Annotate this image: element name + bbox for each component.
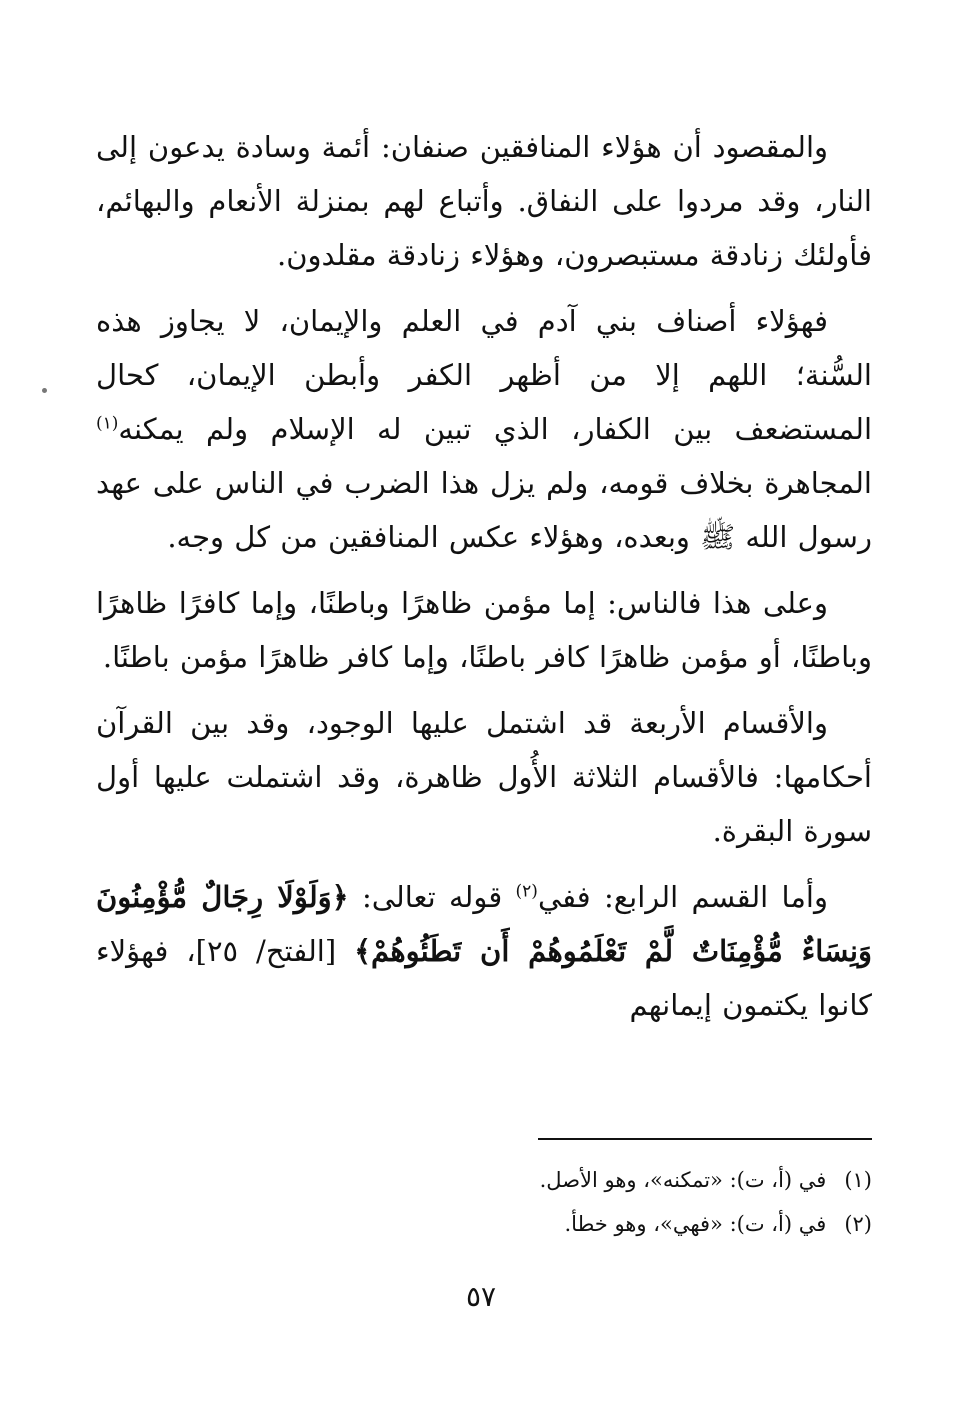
footnote-text: في (أ، ت): «فهي»، وهو خطأ. — [564, 1212, 827, 1236]
paragraph-5-start: وأما القسم الرابع: ففي — [537, 880, 828, 914]
footnote-text: في (أ، ت): «تمكنه»، وهو الأصل. — [539, 1168, 827, 1192]
paragraph-3: وعلى هذا فالناس: إما مؤمن ظاهرًا وباطنًا، وإما كافرًا ظاهرًا وباطنًا، أو مؤمن ظاهرًا كافر باطنًا، وإما كافر ظاهرًا مؤمن باطنًا. — [96, 586, 872, 674]
footnote-2 — [300, 1202, 872, 1246]
paragraph-2-start: فهؤلاء أصناف بني آدم في العلم والإيمان، لا يجاوز هذه السُّنة؛ اللهم إلا من أظهر الكفر وأبطن الإيمان، كحال المستضعف بين الكفار، الذي تبين له الإسلام ولم يمكنه — [96, 304, 872, 446]
paragraph-1: والمقصود أن هؤلاء المنافقين صنفان: أئمة وسادة يدعون إلى النار، وقد مردوا على النفاق. وأتباع لهم بمنزلة الأنعام والبهائم، فأولئك زنادقة مستبصرون، وهؤلاء زنادقة مقلدون. — [96, 130, 872, 272]
quran-verse: ﴿وَلَوْلَا رِجَالٌ مُّؤْمِنُونَ وَنِسَاءٌ مُّؤْمِنَاتٌ لَّمْ تَعْلَمُوهُمْ أَن تَطَئُوهُمْ﴾ — [96, 880, 872, 968]
footnote-number: (١) — [844, 1168, 872, 1192]
scan-speck — [42, 388, 47, 393]
paragraph-5-end: ، فهؤلاء كانوا يكتمون إيمانهم — [96, 934, 872, 1022]
paragraph-4: والأقسام الأربعة قد اشتمل عليها الوجود، وقد بين القرآن أحكامها: فالأقسام الثلاثة الأُول ظاهرة، وقد اشتملت عليها أول سورة البقرة. — [96, 706, 872, 848]
footnote-ref-2[interactable]: (٢) — [515, 881, 538, 902]
footnotes — [300, 1158, 872, 1246]
verse-citation: [الفتح/ ٢٥] — [195, 934, 355, 968]
footnote-divider — [538, 1138, 872, 1140]
page-number: ٥٧ — [465, 1280, 497, 1313]
footnote-1 — [300, 1158, 872, 1202]
paragraph-5 — [96, 870, 872, 1032]
paragraph-5-mid: قوله تعالى: — [348, 880, 516, 914]
footnote-ref-1[interactable]: (١) — [96, 413, 119, 434]
paragraph-2-end: المجاهرة بخلاف قومه، ولم يزل هذا الضرب في الناس على عهد رسول الله ﷺ وبعده، وهؤلاء عكس المنافقين من كل وجه. — [96, 466, 872, 554]
main-text — [96, 120, 872, 1044]
footnote-number: (٢) — [844, 1212, 872, 1236]
paragraph-2 — [96, 294, 872, 564]
